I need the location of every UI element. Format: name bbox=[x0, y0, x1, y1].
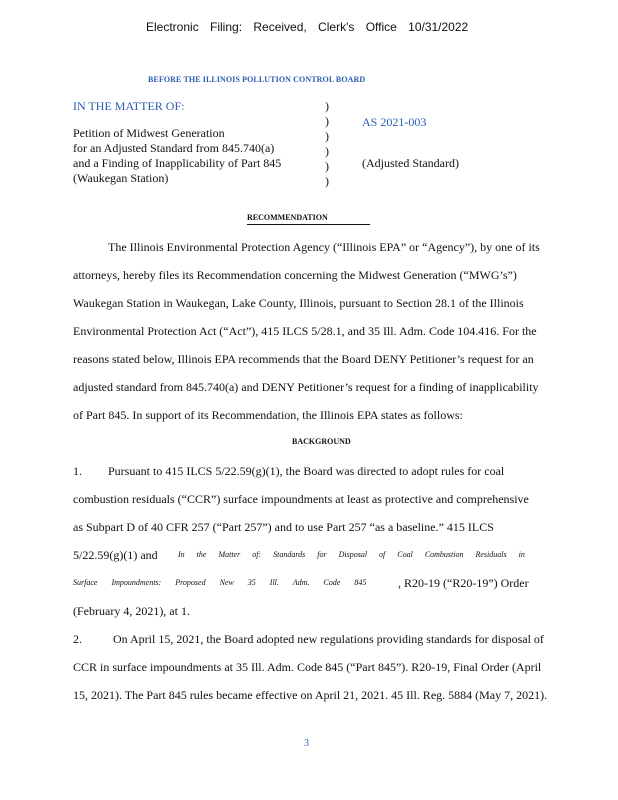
item-number: 2. bbox=[73, 632, 82, 646]
paren: ) bbox=[325, 144, 329, 158]
paren: ) bbox=[325, 174, 329, 188]
item1-line: Pursuant to 415 ILCS 5/22.59(g)(1), the Board was directed to adopt rules for coal bbox=[108, 464, 505, 478]
petition-line: for an Adjusted Standard from 845.740(a) bbox=[73, 141, 275, 155]
petition-line: (Waukegan Station) bbox=[73, 171, 169, 185]
paren: ) bbox=[325, 99, 329, 113]
case-citation: In the Matter of: Standards for Disposal of Coal Combustion Residuals in bbox=[178, 550, 525, 559]
case-number: AS 2021-003 bbox=[362, 115, 427, 129]
matter-of-heading: IN THE MATTER OF: bbox=[73, 99, 185, 113]
item-number: 1. bbox=[73, 464, 82, 478]
intro-line: of Part 845. In support of its Recommendation, the Illinois EPA states as follows: bbox=[73, 408, 463, 422]
section-title: RECOMMENDATION bbox=[247, 213, 328, 222]
intro-line: Environmental Protection Act (“Act”), 415 ILCS 5/28.1, and 35 Ill. Adm. Code 104.416. For the bbox=[73, 324, 537, 338]
item1-line: , R20-19 (“R20-19”) Order bbox=[398, 576, 529, 590]
intro-line: Waukegan Station in Waukegan, Lake County, Illinois, pursuant to Section 28.1 of the Illinois bbox=[73, 296, 524, 310]
item1-line: (February 4, 2021), at 1. bbox=[73, 604, 190, 618]
item1-line: as Subpart D of 40 CFR 257 (“Part 257”) and to use Part 257 “as a baseline.” 415 ILCS bbox=[73, 520, 494, 534]
intro-line: The Illinois Environmental Protection Agency (“Illinois EPA” or “Agency”), by one of its bbox=[108, 240, 540, 254]
item1-line: combustion residuals (“CCR”) surface impoundments at least as protective and comprehensive bbox=[73, 492, 529, 506]
petition-line: Petition of Midwest Generation bbox=[73, 126, 225, 140]
intro-line: reasons stated below, Illinois EPA recommends that the Board DENY Petitioner’s request for an bbox=[73, 352, 534, 366]
title-underline bbox=[247, 224, 370, 225]
item1-line: 5/22.59(g)(1) and bbox=[73, 548, 158, 562]
case-type: (Adjusted Standard) bbox=[362, 156, 459, 170]
paren: ) bbox=[325, 129, 329, 143]
intro-line: adjusted standard from 845.740(a) and DENY Petitioner’s request for a finding of inapplicability bbox=[73, 380, 539, 394]
petition-line: and a Finding of Inapplicability of Part 845 bbox=[73, 156, 282, 170]
item2-line: CCR in surface impoundments at 35 Ill. Adm. Code 845 (“Part 845”). R20-19, Final Order (April bbox=[73, 660, 542, 674]
item2-line: On April 15, 2021, the Board adopted new regulations providing standards for disposal of bbox=[113, 632, 544, 646]
intro-line: attorneys, hereby files its Recommendation concerning the Midwest Generation (“MWG’s”) bbox=[73, 268, 517, 282]
paren: ) bbox=[325, 159, 329, 173]
filing-stamp: Electronic Filing: Received, Clerk's Office 10/31/2022 bbox=[146, 20, 469, 34]
background-title: BACKGROUND bbox=[292, 437, 351, 446]
caption-left bbox=[73, 99, 281, 186]
caption-parentheses bbox=[325, 99, 329, 189]
item2-line: 15, 2021). The Part 845 rules became effective on April 21, 2021. 45 Ill. Reg. 5884 (May 7, 2021). bbox=[73, 688, 548, 702]
paren: ) bbox=[325, 114, 329, 128]
board-header: BEFORE THE ILLINOIS POLLUTION CONTROL BOARD bbox=[148, 75, 366, 84]
case-citation: Surface Impoundments: Proposed New 35 Ill. Adm. Code 845 bbox=[73, 578, 367, 587]
page-number: 3 bbox=[304, 738, 309, 749]
